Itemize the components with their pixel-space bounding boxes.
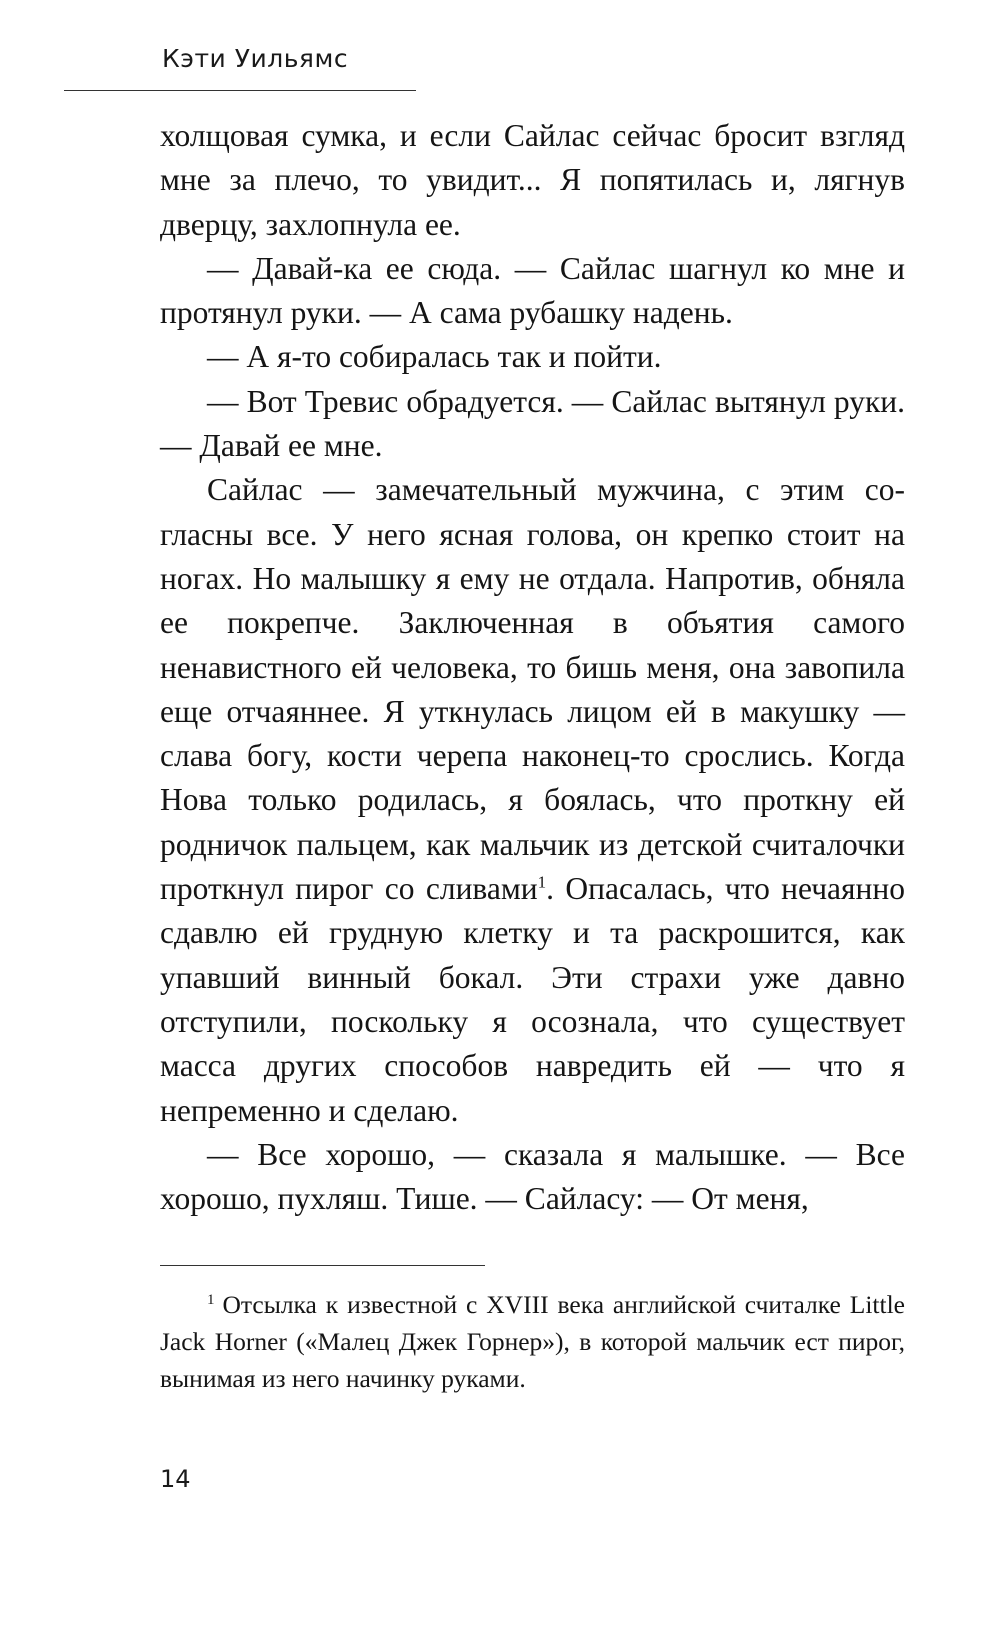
paragraph-end-punctuation: . (546, 871, 555, 907)
paragraph: холщовая сумка, и если Сайлас сейчас бросит взгляд мне за плечо, то увидит... Я попятилась и, лягнув дверцу, захлопнула ее. (160, 118, 905, 242)
footnote-reference: 1 (537, 872, 547, 892)
running-title: Кэти Уильямс (162, 44, 349, 73)
footnote-divider (160, 1265, 485, 1266)
paragraph-text: Сайлас — замечательный мужчина, с этим согласны все. У него ясная голова, он крепко стоит на ногах. Но малышку я ему не отдала. Напротив, обняла ее покрепче. Заключенная в объятия самого ненавистного ей человека, то бишь меня, она завопила еще отчаяннее. Я уткнулась лицом ей в макушку — слава богу, кости черепа наконец-то срослись. Когда Нова только родилась, я боялась, что проткну ей родничок пальцем, как мальчик из детской считалочки проткнул пирог со сливами (160, 472, 905, 907)
paragraph: — Вот Тревис обрадуется. — Сайлас вытянул руки. — Давай ее мне. (160, 383, 905, 464)
footnote-marker: 1 (207, 1291, 215, 1308)
main-text (160, 114, 905, 1221)
paragraph-text-continued: Опасалась, что нечаянно сдавлю ей грудную клетку и та раскрошится, как упавший винный бокал. Эти страхи уже давно отступили, поскольку я осознала, что существует масса других способов навредить ей — что я непременно и сделаю. (160, 871, 905, 1128)
paragraph: — Все хорошо, — сказала я малышке. — Все хорошо, пухляш. Тише. — Сайласу: — От меня, (160, 1136, 905, 1217)
header-divider (64, 90, 416, 91)
paragraph: — Давай-ка ее сюда. — Сайлас шагнул ко мне и протянул руки. — А сама рубашку надень. (160, 250, 905, 331)
paragraph: — А я-то собиралась так и пойти. (207, 339, 662, 375)
page-number: 14 (160, 1465, 191, 1493)
footnote (160, 1286, 905, 1397)
paragraph-with-footnote (160, 468, 905, 1132)
footnote-text: Отсылка к известной с XVIII века английской считалке Little Jack Horner («Малец Джек Горнер»), в которой мальчик ест пирог, вынимая из него начинку руками. (160, 1290, 905, 1393)
